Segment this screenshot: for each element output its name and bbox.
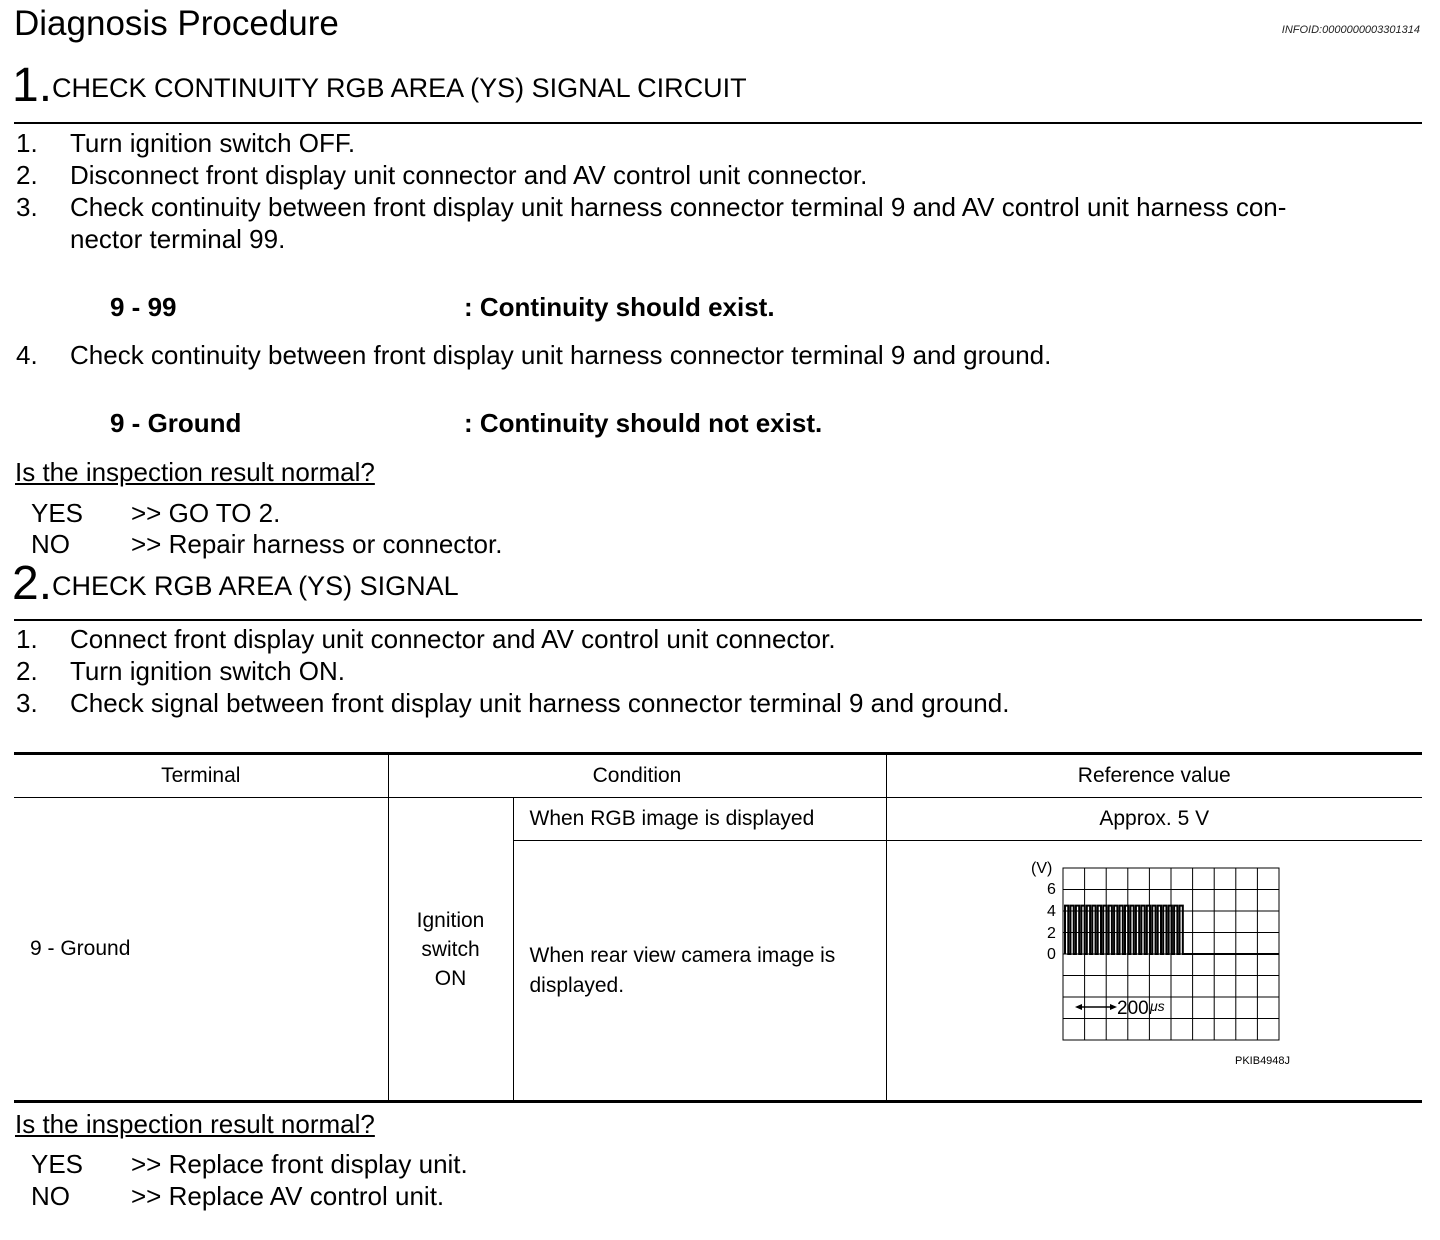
- condition-camera-line-2: displayed.: [529, 973, 625, 997]
- page-title: Diagnosis Procedure: [14, 4, 339, 43]
- info-id: INFOID:0000000003301314: [1281, 24, 1420, 36]
- header-reference-value: Reference value: [886, 754, 1422, 798]
- spec-9-ground-label: 9 - Ground: [110, 408, 242, 438]
- figure-id: PKIB4948J: [1234, 1054, 1290, 1067]
- y-tick-2: 2: [1046, 924, 1056, 942]
- item-text: Turn ignition switch ON.: [70, 656, 346, 686]
- waveform-trace: [1065, 905, 1279, 953]
- table-header-row: [14, 754, 1422, 798]
- waveform-cell: [886, 841, 1422, 1102]
- no-text: >> Repair harness or connector.: [131, 529, 503, 559]
- condition-rgb-cell: When RGB image is displayed: [513, 798, 886, 841]
- y-unit-label: (V): [1030, 859, 1052, 877]
- item-text: Check continuity between front display unit harness connector terminal 9 and AV control unit harness con-: [70, 192, 1287, 222]
- no-label: NO: [31, 529, 70, 559]
- step-1-yes: [31, 498, 281, 529]
- table-row: [14, 798, 1422, 841]
- item-number: 1.: [16, 128, 38, 158]
- spec-9-ground-value: : Continuity should not exist.: [464, 408, 823, 438]
- item-number: 2.: [16, 656, 38, 686]
- step-1-question: Is the inspection result normal?: [15, 457, 375, 487]
- step-1-number: 1.: [12, 59, 53, 112]
- step-2-number: 2.: [12, 557, 53, 610]
- ignition-line-3: ON: [434, 966, 467, 990]
- item-text: Disconnect front display unit connector and AV control unit connector.: [70, 160, 868, 190]
- item-number: 1.: [16, 624, 38, 654]
- item-text-continued: nector terminal 99.: [70, 224, 286, 254]
- item-text: Connect front display unit connector and AV control unit connector.: [70, 624, 836, 654]
- yes-text: >> GO TO 2.: [131, 498, 281, 528]
- step-2-no: [31, 1181, 445, 1212]
- header-condition: Condition: [388, 754, 886, 798]
- y-tick-0: 0: [1046, 945, 1056, 963]
- terminal-cell: 9 - Ground: [14, 798, 388, 1102]
- waveform-figure: [1025, 858, 1315, 1084]
- y-tick-6: 6: [1046, 880, 1056, 898]
- step-1-rule: [14, 122, 1422, 124]
- item-number: 3.: [16, 688, 38, 718]
- yes-label: YES: [31, 1149, 84, 1179]
- spec-9-99-label: 9 - 99: [110, 292, 177, 322]
- step-1-heading: [12, 58, 747, 113]
- no-text: >> Replace AV control unit.: [131, 1181, 445, 1211]
- item-text: Check signal between front display unit harness connector terminal 9 and ground.: [70, 688, 1010, 718]
- step-2-title: CHECK RGB AREA (YS) SIGNAL: [52, 571, 459, 601]
- no-label: NO: [31, 1181, 70, 1211]
- step-2-yes: [31, 1149, 468, 1180]
- y-tick-4: 4: [1046, 902, 1056, 920]
- yes-text: >> Replace front display unit.: [131, 1149, 468, 1179]
- condition-camera-cell: [513, 841, 886, 1102]
- time-scale-unit: μs: [1149, 997, 1165, 1014]
- ignition-line-2: switch: [421, 937, 480, 961]
- item-number: 4.: [16, 340, 38, 370]
- condition-camera-line-1: When rear view camera image is: [529, 943, 836, 967]
- ignition-cell: [388, 798, 513, 1102]
- arrow-head-right: [1110, 1004, 1117, 1010]
- time-scale-label: 200: [1116, 997, 1149, 1019]
- step-2-heading: [12, 556, 459, 611]
- item-text: Turn ignition switch OFF.: [70, 128, 356, 158]
- signal-spec-table: [14, 752, 1422, 1103]
- item-number: 2.: [16, 160, 38, 190]
- arrow-head-left: [1075, 1004, 1082, 1010]
- yes-label: YES: [31, 498, 84, 528]
- ignition-line-1: Ignition: [416, 908, 485, 932]
- spec-9-99-value: : Continuity should exist.: [464, 292, 775, 322]
- step-1-title: CHECK CONTINUITY RGB AREA (YS) SIGNAL CIRCUIT: [52, 73, 747, 103]
- item-text: Check continuity between front display unit harness connector terminal 9 and ground.: [70, 340, 1052, 370]
- step-2-rule: [14, 619, 1422, 621]
- step-2-question: Is the inspection result normal?: [15, 1109, 375, 1139]
- item-number: 3.: [16, 192, 38, 222]
- value-rgb-cell: Approx. 5 V: [886, 798, 1422, 841]
- header-terminal: Terminal: [14, 754, 388, 798]
